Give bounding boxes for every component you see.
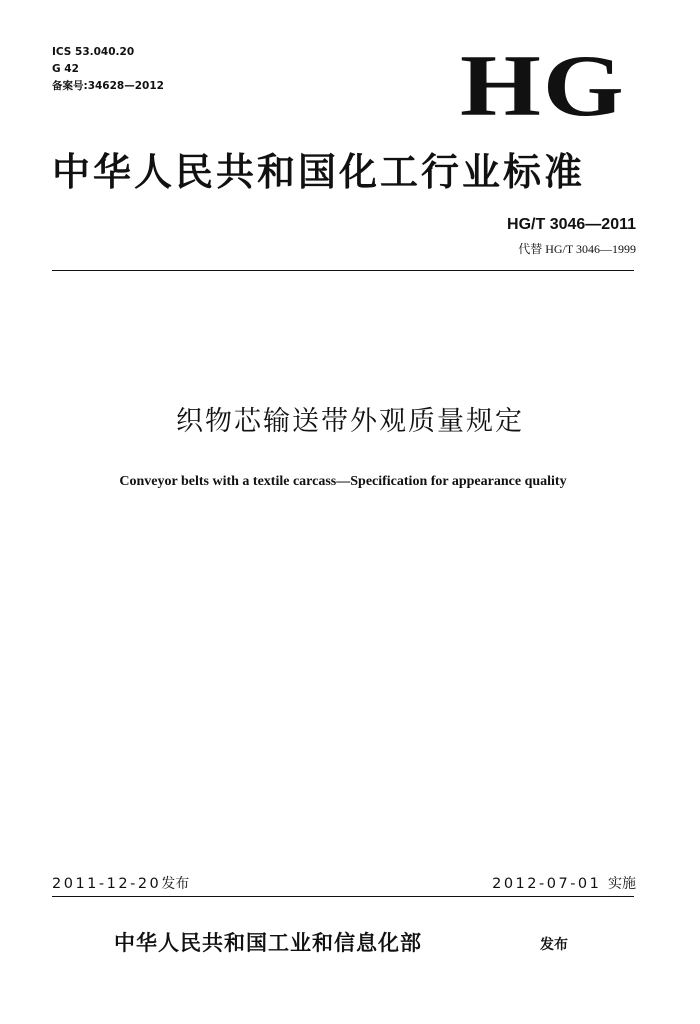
replaces-standard: 代替 HG/T 3046—1999 [518,242,636,256]
issue-date-block [52,874,189,894]
effective-date-block [492,874,636,894]
issuer-suffix: 发布 [540,937,568,953]
english-title: Conveyor belts with a textile carcass—Specification for appearance quality [119,474,567,489]
ics-code: ICS 53.040.20 [52,46,135,58]
standard-number: HG/T 3046—2011 [507,216,636,233]
bottom-divider [52,896,634,897]
top-divider [52,270,634,271]
issue-date: 2011-12-20 [52,876,162,892]
filing-number: 备案号:34628—2012 [52,80,164,92]
org-title: 中华人民共和国化工行业标准 [52,149,586,194]
issuer-name: 中华人民共和国工业和信息化部 [114,930,422,955]
hg-logo: HG [460,36,626,135]
effective-date: 2012-07-01 [492,876,602,892]
chinese-title: 织物芯输送带外观质量规定 [176,406,524,437]
issue-label: 发布 [161,876,190,892]
classification-codes [52,44,164,95]
effective-label: 实施 [608,876,636,892]
ccs-code: G 42 [52,63,79,75]
